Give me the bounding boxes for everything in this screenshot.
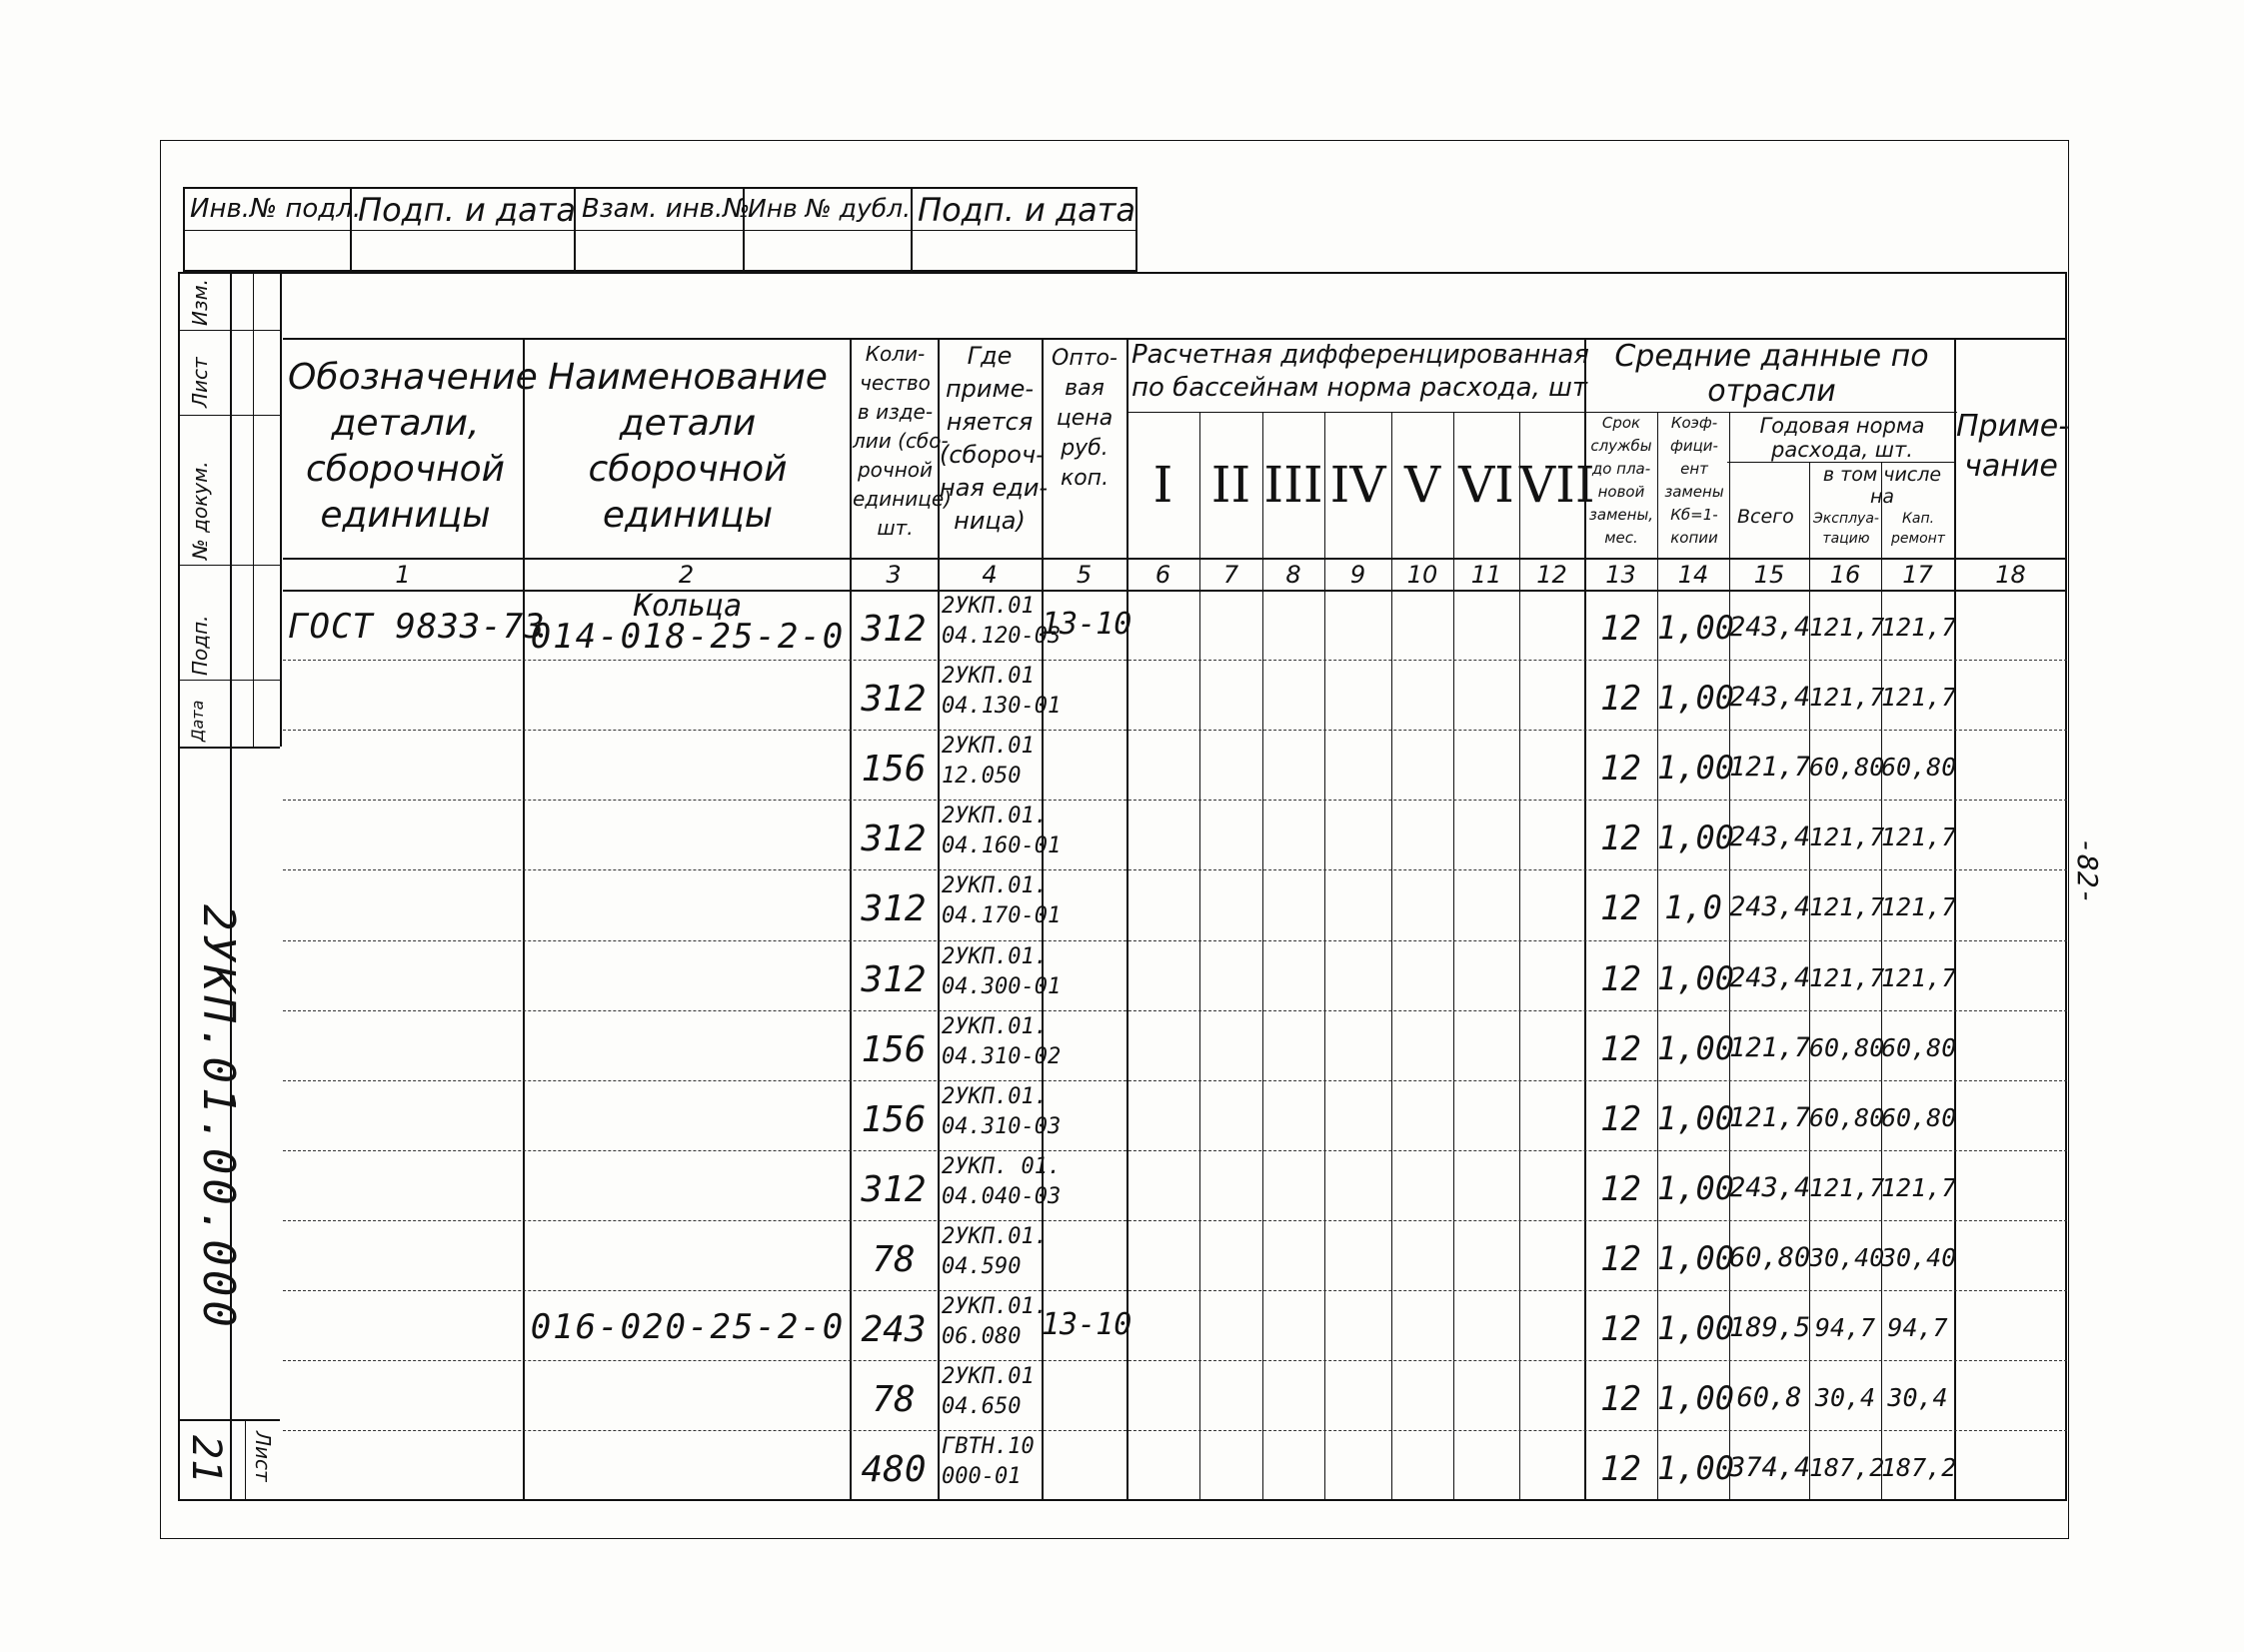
cell-where-used-2: 04.160-01: [942, 833, 1062, 859]
header-coefficient-line: копии: [1670, 529, 1718, 547]
cell-where-used-1: 2УКП.01: [942, 1364, 1035, 1390]
header-basin-line: Расчетная дифференцированная: [1131, 340, 1589, 370]
cell-price: 13-10: [1042, 607, 1132, 642]
row-divider: [283, 1080, 2067, 1081]
header-where-used-line: приме-: [945, 375, 1035, 403]
column-number: 5: [1076, 561, 1093, 589]
cell-service-life: 12: [1600, 1168, 1641, 1209]
header-service-life-line: службы: [1590, 437, 1652, 455]
cell-service-life: 12: [1600, 1379, 1641, 1420]
cell-quantity: 78: [872, 1238, 916, 1280]
cell-service-life: 12: [1600, 1238, 1641, 1279]
header-quantity-line: шт.: [877, 516, 914, 540]
cell-coefficient: 1,00: [1657, 749, 1735, 788]
stamp-cell-podp-data-2: Подп. и дата: [918, 191, 1135, 229]
row-divider: [283, 869, 2067, 870]
document-code: 2УКП.01.00.000: [193, 904, 244, 1331]
cell-operation: 94,7: [1814, 1313, 1876, 1342]
row-divider: [283, 940, 2067, 941]
cell-overhaul: 121,7: [1881, 962, 1957, 992]
row-divider: [283, 1220, 2067, 1221]
side-label-podp: Подп.: [188, 615, 212, 676]
header-where-used-line: ная еди-: [940, 474, 1049, 502]
cell-where-used-2: 04.300-01: [942, 973, 1062, 999]
header-service-life-line: новой: [1597, 483, 1645, 501]
cell-service-life: 12: [1600, 1449, 1641, 1490]
cell-where-used-2: 06.080: [942, 1324, 1022, 1349]
cell-name-title: Кольца: [633, 589, 743, 624]
cell-total: 243,4: [1729, 1171, 1811, 1203]
cell-total: 121,7: [1729, 1101, 1811, 1133]
header-operation-line: тацию: [1822, 531, 1870, 547]
cell-total: 60,8: [1736, 1382, 1802, 1414]
basin-numeral-VI: VI: [1458, 456, 1514, 514]
header-designation-line: единицы: [320, 495, 491, 536]
row-divider: [283, 1150, 2067, 1151]
cell-where-used-2: 04.310-03: [942, 1113, 1062, 1139]
cell-coefficient: 1,00: [1657, 1309, 1735, 1347]
cell-overhaul: 121,7: [1881, 683, 1957, 713]
header-price-line: Опто-: [1052, 346, 1118, 371]
cell-operation: 121,7: [1809, 823, 1885, 852]
stamp-cell-vzam-inv: Взам. инв.№: [582, 194, 751, 224]
cell-where-used-1: 2УКП.01.: [942, 1013, 1048, 1039]
side-label-data: Дата: [188, 700, 207, 742]
header-designation-line: сборочной: [305, 449, 506, 490]
cell-service-life: 12: [1600, 888, 1641, 929]
cell-where-used-1: 2УКП.01.: [942, 1083, 1048, 1109]
cell-where-used-2: 04.310-02: [942, 1043, 1062, 1069]
cell-operation: 187,2: [1809, 1453, 1885, 1483]
header-coefficient-line: замены: [1664, 483, 1724, 501]
cell-quantity: 156: [861, 1028, 927, 1070]
cell-coefficient: 1,00: [1657, 1379, 1735, 1418]
header-where-used-line: Где: [967, 342, 1013, 370]
header-overhaul-line: Кап.: [1901, 511, 1935, 527]
cell-service-life: 12: [1600, 1098, 1641, 1139]
header-quantity-line: лии (сбо-: [853, 429, 949, 453]
header-service-life-line: до пла-: [1591, 460, 1651, 478]
cell-name: 014-018-25-2-0: [530, 617, 846, 657]
header-service-life-line: замены,: [1588, 506, 1654, 524]
header-annual-line: Годовая норма: [1759, 414, 1925, 438]
column-number: 10: [1406, 561, 1438, 589]
stamp-cell-inv-dubl: Инв № дубл.: [748, 194, 912, 223]
stamp-cell-podp-data: Подп. и дата: [358, 191, 576, 229]
header-service-life-line: Срок: [1601, 414, 1641, 432]
cell-coefficient: 1,00: [1657, 1028, 1735, 1067]
column-number: 14: [1677, 561, 1709, 589]
cell-total: 60,80: [1729, 1241, 1811, 1273]
basin-numeral-III: III: [1263, 456, 1323, 514]
cell-quantity: 312: [861, 819, 927, 860]
header-note-line: Приме-: [1956, 409, 2070, 444]
cell-total: 243,4: [1729, 961, 1811, 993]
page-marker: -82-: [2071, 837, 2104, 905]
column-number: 8: [1285, 561, 1301, 589]
cell-overhaul: 30,40: [1881, 1242, 1957, 1272]
cell-total: 189,5: [1729, 1312, 1811, 1343]
cell-operation: 121,7: [1809, 892, 1885, 922]
column-number: 18: [1995, 561, 2026, 589]
cell-coefficient: 1,00: [1657, 1449, 1735, 1488]
cell-operation: 30,40: [1809, 1242, 1885, 1272]
header-basin-line: по бассейнам норма расхода, шт: [1131, 373, 1588, 403]
cell-operation: 121,7: [1809, 1172, 1885, 1202]
cell-quantity: 312: [861, 1168, 927, 1210]
cell-total: 121,7: [1729, 1031, 1811, 1063]
cell-service-life: 12: [1600, 749, 1641, 790]
header-coefficient-line: ент: [1680, 460, 1708, 478]
cell-service-life: 12: [1600, 679, 1641, 720]
header-average-line: отрасли: [1707, 374, 1836, 409]
cell-where-used-1: 2УКП.01.: [942, 943, 1048, 969]
column-number: 12: [1536, 561, 1567, 589]
cell-where-used-2: 04.040-03: [942, 1183, 1062, 1209]
cell-coefficient: 1,0: [1664, 888, 1722, 927]
header-overhaul-line: ремонт: [1891, 531, 1945, 547]
header-average-line: Средние данные по: [1614, 339, 1929, 374]
cell-coefficient: 1,00: [1657, 958, 1735, 997]
cell-where-used-2: 04.590: [942, 1253, 1022, 1279]
column-number: 11: [1470, 561, 1502, 589]
header-where-used-line: няется: [946, 408, 1034, 436]
cell-coefficient: 1,00: [1657, 1238, 1735, 1277]
cell-operation: 121,7: [1809, 962, 1885, 992]
row-divider: [283, 660, 2067, 661]
cell-where-used-2: 04.650: [942, 1394, 1022, 1420]
cell-operation: 60,80: [1809, 1032, 1885, 1062]
header-service-life-line: мес.: [1604, 529, 1638, 547]
column-number: 17: [1902, 561, 1933, 589]
header-name-line: единицы: [602, 495, 774, 536]
cell-operation: 60,80: [1809, 1102, 1885, 1132]
cell-operation: 121,7: [1809, 613, 1885, 642]
header-quantity-line: единице): [853, 487, 952, 511]
cell-where-used-2: 04.120-03: [942, 624, 1062, 649]
cell-quantity: 243: [861, 1309, 927, 1350]
cell-total: 374,4: [1729, 1452, 1811, 1484]
cell-overhaul: 121,7: [1881, 1172, 1957, 1202]
cell-name: 016-020-25-2-0: [530, 1307, 846, 1347]
header-including-line: в том числе: [1822, 464, 1942, 486]
header-including-line: на: [1869, 486, 1895, 508]
cell-coefficient: 1,00: [1657, 609, 1735, 647]
cell-overhaul: 187,2: [1881, 1453, 1957, 1483]
row-divider: [283, 800, 2067, 801]
cell-quantity: 312: [861, 679, 927, 721]
cell-where-used-1: 2УКП.01: [942, 664, 1035, 690]
cell-overhaul: 60,80: [1881, 753, 1957, 783]
cell-quantity: 312: [861, 958, 927, 1000]
sheet-label: Лист: [251, 1431, 275, 1482]
basin-numeral-II: II: [1210, 456, 1251, 514]
cell-where-used-2: 04.130-01: [942, 694, 1062, 720]
cell-overhaul: 94,7: [1887, 1313, 1948, 1342]
cell-where-used-1: 2УКП. 01.: [942, 1153, 1062, 1179]
cell-overhaul: 121,7: [1881, 823, 1957, 852]
header-price-line: вая: [1065, 376, 1105, 401]
header-name-line: детали: [619, 403, 757, 444]
basin-numeral-I: I: [1152, 456, 1173, 514]
header-price-line: цена: [1056, 406, 1114, 431]
cell-where-used-2: 000-01: [942, 1464, 1022, 1490]
header-coefficient-line: Коэф-: [1670, 414, 1718, 432]
cell-total: 243,4: [1729, 822, 1811, 853]
row-divider: [283, 1360, 2067, 1361]
header-quantity-line: в изде-: [857, 400, 934, 424]
cell-where-used-1: ГВТН.10: [942, 1434, 1035, 1460]
cell-total: 243,4: [1729, 612, 1811, 643]
header-quantity-line: рочной: [857, 458, 934, 482]
header-designation-line: Обозначение: [288, 357, 538, 398]
cell-designation: ГОСТ 9833-73: [288, 607, 546, 647]
row-divider: [283, 1430, 2067, 1431]
side-label-dokum: № докум.: [188, 461, 212, 560]
header-name-line: сборочной: [588, 449, 788, 490]
cell-coefficient: 1,00: [1657, 819, 1735, 857]
header-name-line: Наименование: [548, 357, 828, 398]
header-note-line: чание: [1964, 449, 2058, 484]
cell-service-life: 12: [1600, 609, 1641, 649]
row-divider: [283, 1010, 2067, 1011]
row-divider: [283, 730, 2067, 731]
column-number: 16: [1829, 561, 1861, 589]
cell-total: 243,4: [1729, 891, 1811, 923]
header-col-total: Всего: [1737, 506, 1794, 528]
cell-service-life: 12: [1600, 1309, 1641, 1349]
cell-coefficient: 1,00: [1657, 1168, 1735, 1207]
cell-quantity: 480: [861, 1449, 927, 1491]
cell-overhaul: 121,7: [1881, 892, 1957, 922]
header-coefficient-line: фици-: [1670, 437, 1718, 455]
cell-overhaul: 30,4: [1887, 1383, 1948, 1413]
header-price-line: коп.: [1060, 466, 1110, 491]
side-label-izm: Изм.: [188, 278, 212, 326]
cell-where-used-1: 2УКП.01.: [942, 873, 1048, 899]
stamp-cell-inv-podl: Инв.№ подл.: [190, 194, 362, 224]
cell-overhaul: 60,80: [1881, 1032, 1957, 1062]
cell-where-used-1: 2УКП.01: [942, 734, 1035, 760]
column-number: 7: [1222, 561, 1239, 589]
cell-price: 13-10: [1042, 1307, 1132, 1342]
header-quantity-line: Коли-: [865, 342, 926, 366]
cell-quantity: 156: [861, 1098, 927, 1140]
cell-operation: 121,7: [1809, 683, 1885, 713]
row-divider: [283, 1290, 2067, 1291]
column-number: 6: [1154, 561, 1171, 589]
cell-where-used-1: 2УКП.01.: [942, 1294, 1048, 1319]
cell-operation: 60,80: [1809, 753, 1885, 783]
basin-numeral-IV: IV: [1329, 456, 1386, 514]
column-number: 2: [678, 561, 695, 589]
cell-total: 121,7: [1729, 752, 1811, 784]
header-price-line: руб.: [1061, 436, 1109, 461]
header-operation-line: Эксплуа-: [1813, 511, 1879, 527]
side-label-list: Лист: [188, 357, 212, 408]
column-number: 13: [1605, 561, 1636, 589]
cell-quantity: 156: [861, 749, 927, 791]
sheet-number: 21: [183, 1435, 229, 1484]
cell-where-used-2: 04.170-01: [942, 903, 1062, 929]
cell-service-life: 12: [1600, 958, 1641, 999]
header-quantity-line: чество: [860, 371, 931, 395]
column-number: 9: [1349, 561, 1366, 589]
cell-where-used-1: 2УКП.01.: [942, 1223, 1048, 1249]
cell-where-used-2: 12.050: [942, 764, 1022, 790]
cell-quantity: 312: [861, 609, 927, 650]
column-number: 4: [982, 561, 998, 589]
cell-coefficient: 1,00: [1657, 679, 1735, 718]
cell-where-used-1: 2УКП.01: [942, 594, 1035, 619]
cell-coefficient: 1,00: [1657, 1098, 1735, 1137]
cell-operation: 30,4: [1814, 1383, 1876, 1413]
header-coefficient-line: Кб=1-: [1670, 506, 1718, 524]
header-designation-line: детали,: [331, 403, 480, 444]
column-number: 1: [395, 561, 411, 589]
basin-numeral-V: V: [1403, 456, 1441, 514]
column-number: 3: [886, 561, 902, 589]
header-where-used-line: ница): [954, 507, 1026, 535]
cell-service-life: 12: [1600, 819, 1641, 859]
cell-total: 243,4: [1729, 682, 1811, 714]
column-number: 15: [1753, 561, 1785, 589]
cell-service-life: 12: [1600, 1028, 1641, 1069]
cell-overhaul: 121,7: [1881, 613, 1957, 642]
cell-where-used-1: 2УКП.01.: [942, 804, 1048, 829]
cell-quantity: 312: [861, 888, 927, 930]
cell-overhaul: 60,80: [1881, 1102, 1957, 1132]
header-annual-line: расхода, шт.: [1771, 438, 1913, 462]
header-where-used-line: (сбороч-: [940, 441, 1045, 469]
basin-numeral-VII: VII: [1519, 456, 1595, 514]
cell-quantity: 78: [872, 1379, 916, 1421]
